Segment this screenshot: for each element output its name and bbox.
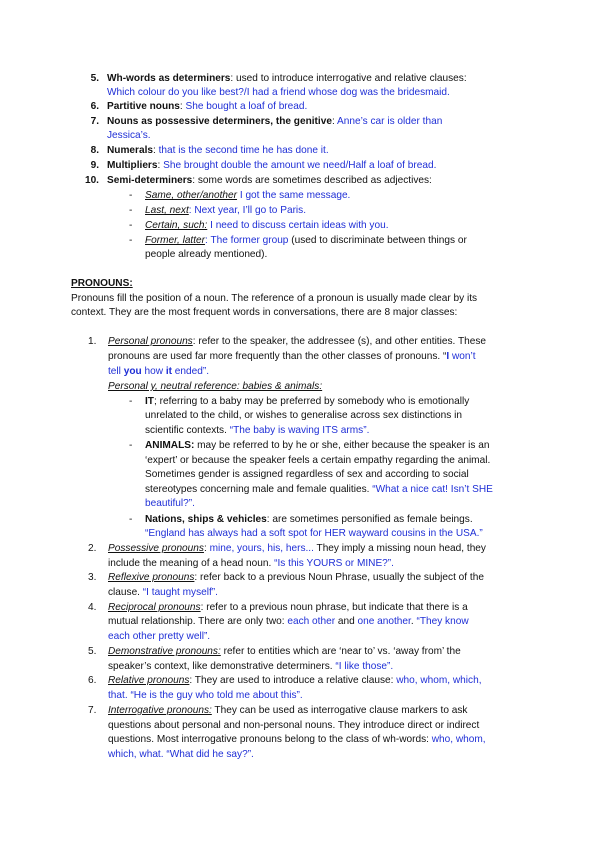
item-number: 9. <box>90 160 99 171</box>
example: “I like those”. <box>335 661 394 672</box>
term: Nations, ships & vehicles <box>145 514 267 525</box>
separator: : <box>331 116 338 127</box>
example: which, what. “What did he say?”. <box>108 749 254 760</box>
example: beautiful?”. <box>145 498 195 509</box>
bullet-dash: - <box>129 514 133 525</box>
description: Sometimes gender is assigned regardless of sex and according to social <box>145 469 469 480</box>
term: Nouns as possessive determiners, the genitive <box>107 116 332 127</box>
term: Last, next <box>145 205 189 216</box>
example: ended”. <box>171 366 210 377</box>
example: it <box>165 366 172 377</box>
description: They imply a missing noun head, they <box>313 543 486 554</box>
example: I <box>446 351 450 362</box>
example: She brought double the amount we need/Half a loaf of bread. <box>163 160 437 171</box>
separator: : <box>157 160 164 171</box>
example: that. “He is the guy who told me about this”. <box>108 690 303 701</box>
example: who, whom, <box>431 734 486 745</box>
term: Relative pronouns <box>108 675 190 686</box>
description: mutual relationship. There are only two: <box>108 616 288 627</box>
description: questions about personal and non-personal nouns. They introduce direct or indirect <box>108 720 480 731</box>
paragraph-line: Pronouns fill the position of a noun. The reference of a pronoun is usually made clear by its <box>71 293 478 304</box>
item-number: 1. <box>88 336 97 347</box>
term: Former, latter <box>145 235 206 246</box>
example: how <box>141 366 166 377</box>
description: : some words are sometimes described as adjectives: <box>192 175 432 186</box>
description: unrelated to the child, or wishes to generalise across sex distinctions in <box>145 410 462 421</box>
item-number: 5. <box>90 73 99 84</box>
description: ‘expert’ or because the speaker feels a certain empathy regarding the animal. <box>145 455 491 466</box>
example: “The baby is waving ITS arms”. <box>229 425 370 436</box>
term: Reciprocal pronouns <box>108 602 201 613</box>
bullet-dash: - <box>129 190 133 201</box>
example: won’t <box>449 351 476 362</box>
example: Jessica’s. <box>107 130 151 141</box>
item-number: 2. <box>88 543 97 554</box>
bullet-dash: - <box>129 235 133 246</box>
example: Anne’s car is older than <box>337 116 443 127</box>
item-number: 8. <box>90 145 99 156</box>
example: tell <box>108 366 124 377</box>
term: Personal pronouns <box>108 336 193 347</box>
term: Wh-words as determiners <box>107 73 231 84</box>
description: stereotypes concerning male and female qualities. <box>145 484 373 495</box>
term: ANIMALS: <box>145 440 195 451</box>
example: She bought a loaf of bread. <box>185 101 308 112</box>
example: I got the same message. <box>237 190 351 201</box>
description: scientific contexts. <box>145 425 230 436</box>
term: Multipliers <box>107 160 158 171</box>
subheading: Personal y, neutral reference: babies & animals: <box>108 381 323 392</box>
description: ; referring to a baby may be preferred by somebody who is emotionally <box>153 396 470 407</box>
term: Demonstrative pronouns: <box>108 646 221 657</box>
term: Interrogative pronouns: <box>108 705 212 716</box>
description: refer to entities which are ‘near to’ vs. ‘away from’ the <box>220 646 461 657</box>
example: “Is this YOURS or MINE?”. <box>274 558 394 569</box>
item-number: 6. <box>88 675 97 686</box>
example: mine, yours, his, hers... <box>209 543 314 554</box>
term: Possessive pronouns <box>108 543 204 554</box>
example: Which colour do you like best?/I had a friend whose dog was the bridesmaid. <box>107 87 450 98</box>
separator: : <box>153 145 159 156</box>
term: Partitive nouns <box>107 101 180 112</box>
example: you <box>123 366 142 377</box>
item-number: 10. <box>84 175 99 186</box>
description: They can be used as interrogative clause markers to ask <box>211 705 468 716</box>
example: who, whom, which, <box>396 675 482 686</box>
term: Semi-determiners <box>107 175 193 186</box>
separator: : <box>179 101 186 112</box>
example: “What a nice cat! Isn’t SHE <box>372 484 493 495</box>
item-number: 7. <box>90 116 99 127</box>
description: questions. Most interrogative pronouns belong to the class of wh-words: <box>108 734 432 745</box>
description: : refer back to a previous Noun Phrase, usually the subject of the <box>194 572 484 583</box>
description: : are sometimes personified as female beings. <box>266 514 473 525</box>
item-number: 5. <box>88 646 97 657</box>
description: include the meaning of a head noun. <box>108 558 275 569</box>
term: Numerals <box>107 145 154 156</box>
example: “England has always had a soft spot for HER wayward cousins in the USA.” <box>145 528 483 539</box>
description: and <box>335 616 358 627</box>
description: : They are used to introduce a relative clause: <box>189 675 397 686</box>
example: each other pretty well”. <box>108 631 211 642</box>
example: : Next year, I’ll go to Paris. <box>188 205 307 216</box>
example: : The former group <box>205 235 289 246</box>
item-number: 7. <box>88 705 97 716</box>
term: IT <box>145 396 154 407</box>
item-number: 4. <box>88 602 97 613</box>
bullet-dash: - <box>129 440 133 451</box>
bullet-dash: - <box>129 220 133 231</box>
description: : refer to a previous noun phrase, but indicate that there is a <box>200 602 468 613</box>
term: Certain, such: <box>145 220 208 231</box>
bullet-dash: - <box>129 205 133 216</box>
description: people already mentioned). <box>145 249 268 260</box>
term: Same, other/another <box>145 190 238 201</box>
description: : used to introduce interrogative and relative clauses: <box>230 73 467 84</box>
term: Reflexive pronouns <box>108 572 195 583</box>
example: one another <box>357 616 411 627</box>
description: pronouns are used far more frequently than the other classes of pronouns. “ <box>108 351 447 362</box>
section-heading: PRONOUNS: <box>71 278 133 289</box>
example: that is the second time he has done it. <box>158 145 329 156</box>
separator: : <box>203 543 210 554</box>
description: clause. <box>108 587 143 598</box>
example: I need to discuss certain ideas with you. <box>207 220 389 231</box>
item-number: 6. <box>90 101 99 112</box>
paragraph-line: context. They are the most frequent words in conversations, there are 8 major classes: <box>71 307 458 318</box>
description: . <box>410 616 417 627</box>
description: speaker’s context, like demonstrative determiners. <box>108 661 336 672</box>
example: each other <box>287 616 336 627</box>
description: may be referred to by he or she, either because the speaker is an <box>194 440 490 451</box>
description: (used to discriminate between things or <box>288 235 467 246</box>
example: “They know <box>416 616 469 627</box>
bullet-dash: - <box>129 396 133 407</box>
example: “I taught myself”. <box>142 587 218 598</box>
description: : refer to the speaker, the addressee (s), and other entities. These <box>192 336 486 347</box>
item-number: 3. <box>88 572 97 583</box>
